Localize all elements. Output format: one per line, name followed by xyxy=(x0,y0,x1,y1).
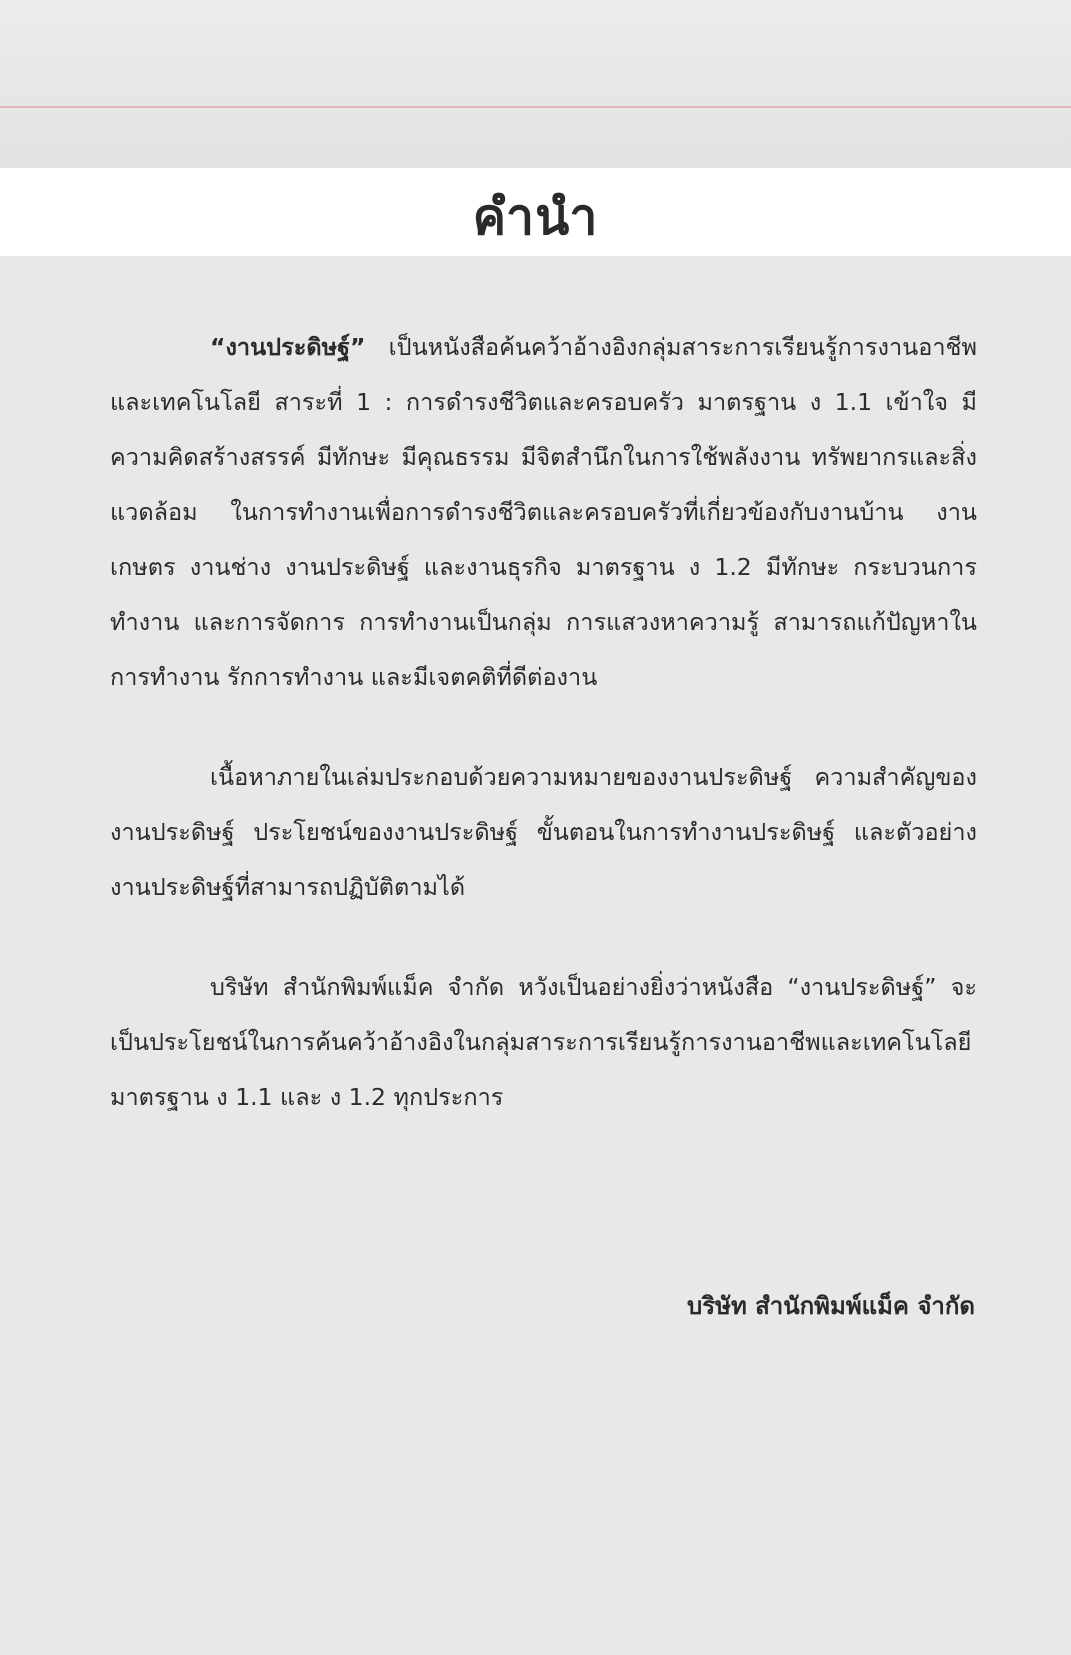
paragraph-2-text: เนื้อหาภายในเล่มประกอบด้วยความหมายของงานประดิษฐ์ ความสำคัญของงานประดิษฐ์ ประโยชน์ของงานประดิษฐ์ ขั้นตอนในการทำงานประดิษฐ์ และตัวอย่างงานประดิษฐ์ที่สามารถปฏิบัติตามได้ xyxy=(110,763,977,901)
publisher-signature: บริษัท สำนักพิมพ์แม็ค จำกัด xyxy=(687,1292,975,1320)
page-title: คำนำ xyxy=(472,188,599,246)
top-margin-band xyxy=(0,0,1071,168)
preface-paragraph-3 xyxy=(110,960,977,1125)
preface-body xyxy=(110,320,977,1125)
book-title-lead: “งานประดิษฐ์” xyxy=(210,333,366,361)
preface-paragraph-2 xyxy=(110,750,977,915)
preface-paragraph-1 xyxy=(110,320,977,705)
paragraph-1-text: เป็นหนังสือค้นคว้าอ้างอิงกลุ่มสาระการเรียนรู้การงานอาชีพและเทคโนโลยี สาระที่ 1 : การดำรงชีวิตและครอบครัว มาตรฐาน ง 1.1 เข้าใจ มีความคิดสร้างสรรค์ มีทักษะ มีคุณธรรม มีจิตสำนึกในการใช้พลังงาน ทรัพยากรและสิ่งแวดล้อม ในการทำงานเพื่อการดำรงชีวิตและครอบครัวที่เกี่ยวข้องกับงานบ้าน งานเกษตร งานช่าง งานประดิษฐ์ และงานธุรกิจ มาตรฐาน ง 1.2 มีทักษะ กระบวนการทำงาน และการจัดการ การทำงานเป็นกลุ่ม การแสวงหาความรู้ สามารถแก้ปัญหาในการทำงาน รักการทำงาน และมีเจตคติที่ดีต่องาน xyxy=(110,333,977,691)
paragraph-3-text: บริษัท สำนักพิมพ์แม็ค จำกัด หวังเป็นอย่างยิ่งว่าหนังสือ “งานประดิษฐ์” จะเป็นประโยชน์ในการค้นคว้าอ้างอิงในกลุ่มสาระการเรียนรู้การงานอาชีพและเทคโนโลยี มาตรฐาน ง 1.1 และ ง 1.2 ทุกประการ xyxy=(110,973,977,1111)
top-divider-rule xyxy=(0,106,1071,108)
